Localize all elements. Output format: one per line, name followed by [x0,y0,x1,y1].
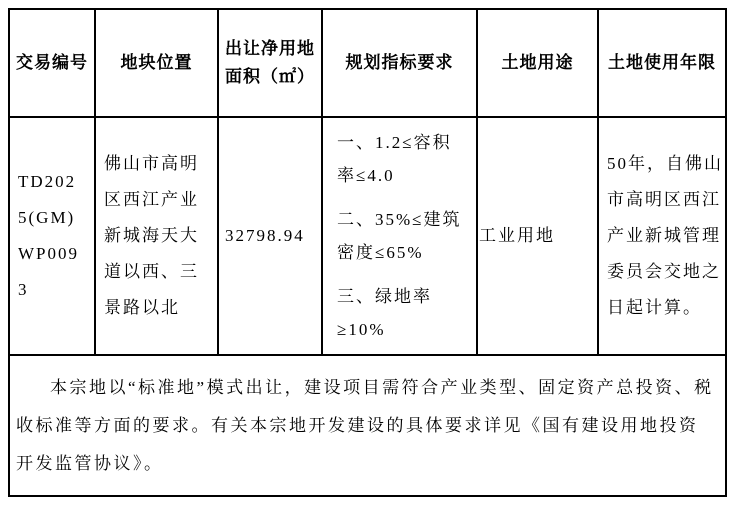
table-row [9,117,726,355]
cell-transaction-id: TD2025(GM)WP0093 [9,117,95,355]
table-header-row [9,9,726,117]
footnote-text: 本宗地以“标准地”模式出让，建设项目需符合产业类型、固定资产总投资、税收标准等方面的要求。有关本宗地开发建设的具体要求详见《国有建设用地投资开发监管协议》。 [16,377,714,473]
cell-location: 佛山市高明区西江产业新城海天大道以西、三景路以北 [95,117,218,355]
planning-requirement-item: 一、1.2≤容积率≤4.0 [337,133,452,185]
cell-land-use: 工业用地 [477,117,598,355]
cell-footnote [9,355,726,496]
header-cell-location: 地块位置 [95,9,218,117]
cell-net-area: 32798.94 [218,117,322,355]
cell-tenure: 50年，自佛山市高明区西江产业新城管理委员会交地之日起计算。 [598,117,726,355]
header-cell-transaction-id: 交易编号 [9,9,95,117]
header-cell-net-area: 出让净用地面积（㎡） [218,9,322,117]
planning-requirement-item: 二、35%≤建筑密度≤65% [337,210,462,262]
header-cell-planning-requirements: 规划指标要求 [322,9,477,117]
cell-planning-requirements [322,117,477,355]
header-cell-tenure: 土地使用年限 [598,9,726,117]
header-cell-land-use: 土地用途 [477,9,598,117]
land-parcel-table [8,8,727,497]
table-footnote-row [9,355,726,496]
planning-requirement-item: 三、绿地率≥10% [337,287,432,339]
